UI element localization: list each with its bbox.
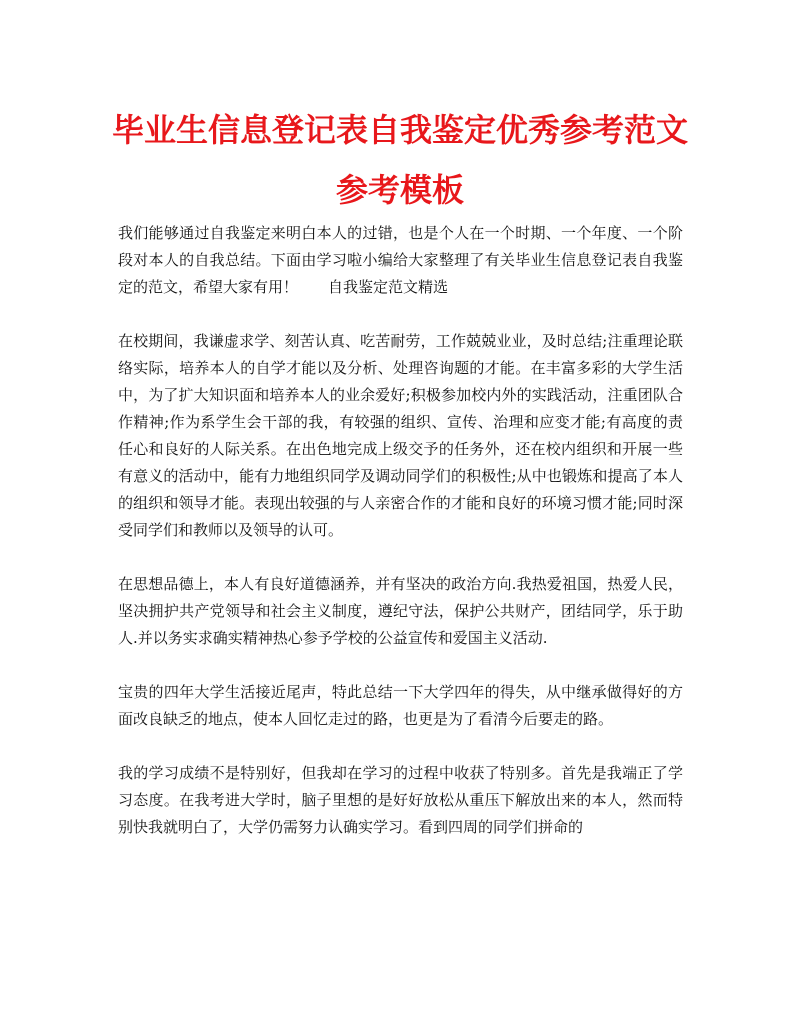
paragraph-campus-period: 在校期间，我谦虚求学、刻苦认真、吃苦耐劳，工作兢兢业业，及时总结;注重理论联络实际，培养本人的自学才能以及分析、处理咨询题的才能。在丰富多彩的大学生活中，为了扩大知识面和培养本人的业余爱好;积极参加校内外的实践活动，注重团队合作精神;作为系学生会干部的我，有较强的组织、宣传、治理和应变才能;有高度的责任心和良好的人际关系。在出色地完成上级交予的任务外，还在校内组织和开展一些有意义的活动中，能有力地组织同学及调动同学们的积极性;从中也锻炼和提高了本人的组织和领导才能。表现出较强的与人亲密合作的才能和良好的环境习惯才能;同时深受同学们和教师以及领导的认可。 bbox=[118, 332, 683, 539]
paragraph-four-years: 宝贵的四年大学生活接近尾声，特此总结一下大学四年的得失，从中继承做得好的方面改良缺乏的地点，使本人回忆走过的路，也更是为了看清今后要走的路。 bbox=[118, 683, 683, 728]
document-title-continuation: 参考模板 bbox=[335, 171, 464, 209]
paragraph-intro: 我们能够通过自我鉴定来明白本人的过错，也是个人在一个时期、一个年度、一个阶段对本人的自我总结。下面由学习啦小编给大家整理了有关毕业生信息登记表自我鉴定的范文，希望大家有用！ 自我鉴定范文精选 bbox=[118, 224, 683, 296]
paragraph-moral-character: 在思想品德上，本人有良好道德涵养，并有坚决的政治方向.我热爱祖国，热爱人民，坚决拥护共产党领导和社会主义制度，遵纪守法，保护公共财产，团结同学，乐于助人.并以务实求确实精神热心参予学校的公益宣传和爱国主义活动. bbox=[118, 575, 683, 647]
document-body bbox=[118, 220, 683, 841]
paragraph-study-results: 我的学习成绩不是特别好，但我却在学习的过程中收获了特别多。首先是我端正了学习态度。在我考进大学时，脑子里想的是好好放松从重压下解放出来的本人，然而特别快我就明白了，大学仍需努力认确实学习。看到四周的同学们拼命的 bbox=[118, 764, 683, 836]
document-title: 毕业生信息登记表自我鉴定优秀参考范文 bbox=[111, 111, 688, 149]
